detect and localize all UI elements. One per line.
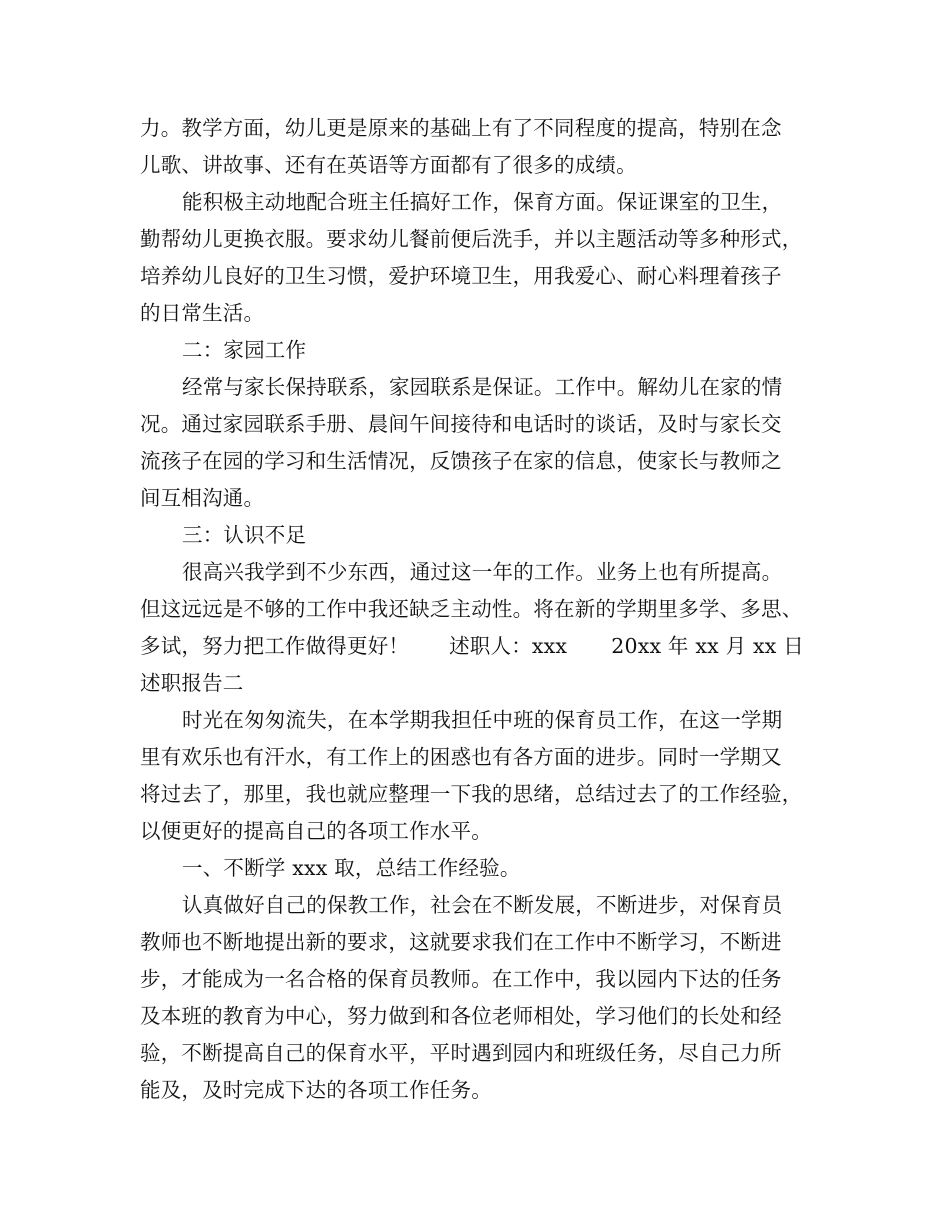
paragraph-line: 但这远远是不够的工作中我还缺乏主动性。将在新的学期里多学、多思、 bbox=[140, 597, 803, 621]
author-signature: 述职人：xxx bbox=[449, 634, 568, 658]
paragraph-line: 里有欢乐也有汗水，有工作上的困惑也有各方面的进步。同时一学期又 bbox=[140, 745, 782, 769]
paragraph-line: 能积极主动地配合班主任搞好工作，保育方面。保证课室的卫生， bbox=[182, 190, 783, 214]
section-heading: 三：认识不足 bbox=[182, 523, 307, 547]
section-heading: 一、不断学 xxx 取，总结工作经验。 bbox=[182, 856, 521, 880]
paragraph-line: 间互相沟通。 bbox=[140, 486, 265, 510]
paragraph-line: 以便更好的提高自己的各项工作水平。 bbox=[140, 819, 492, 843]
section-heading: 二：家园工作 bbox=[182, 338, 307, 362]
paragraph-line: 时光在匆匆流失，在本学期我担任中班的保育员工作，在这一学期 bbox=[182, 708, 783, 732]
paragraph-line: 力。教学方面，幼儿更是原来的基础上有了不同程度的提高，特别在念 bbox=[140, 116, 782, 140]
report-date: 20xx 年 xx 月 xx 日 bbox=[611, 634, 804, 658]
closing-text: 多试，努力把工作做得更好！ bbox=[140, 634, 410, 658]
document-page bbox=[140, 110, 820, 1109]
paragraph-line: 能及，及时完成下达的各项工作任务。 bbox=[140, 1078, 492, 1102]
paragraph-line: 步，才能成为一名合格的保育员教师。在工作中，我以园内下达的任务 bbox=[140, 967, 782, 991]
paragraph-line: 况。通过家园联系手册、晨间午间接待和电话时的谈话，及时与家长交 bbox=[140, 412, 782, 436]
paragraph-line: 教师也不断地提出新的要求，这就要求我们在工作中不断学习，不断进 bbox=[140, 930, 782, 954]
report-title: 述职报告二 bbox=[140, 671, 244, 695]
paragraph-line: 儿歌、讲故事、还有在英语等方面都有了很多的成绩。 bbox=[140, 153, 637, 177]
paragraph-line: 经常与家长保持联系，家园联系是保证。工作中。解幼儿在家的情 bbox=[182, 375, 783, 399]
paragraph-line: 将过去了，那里，我也就应整理一下我的思绪，总结过去了的工作经验， bbox=[140, 782, 803, 806]
signature-line bbox=[140, 628, 820, 665]
paragraph-line: 及本班的教育为中心，努力做到和各位老师相处，学习他们的长处和经 bbox=[140, 1004, 782, 1028]
paragraph-line: 的日常生活。 bbox=[140, 301, 265, 325]
paragraph-line: 勤帮幼儿更换衣服。要求幼儿餐前便后洗手，并以主题活动等多种形式， bbox=[140, 227, 803, 251]
paragraph-line: 流孩子在园的学习和生活情况，反馈孩子在家的信息，使家长与教师之 bbox=[140, 449, 782, 473]
paragraph-line: 验，不断提高自己的保育水平，平时遇到园内和班级任务，尽自己力所 bbox=[140, 1041, 782, 1065]
paragraph-line: 认真做好自己的保教工作，社会在不断发展，不断进步，对保育员 bbox=[182, 893, 783, 917]
paragraph-line: 很高兴我学到不少东西，通过这一年的工作。业务上也有所提高。 bbox=[182, 560, 783, 584]
paragraph-line: 培养幼儿良好的卫生习惯，爱护环境卫生，用我爱心、耐心料理着孩子 bbox=[140, 264, 782, 288]
